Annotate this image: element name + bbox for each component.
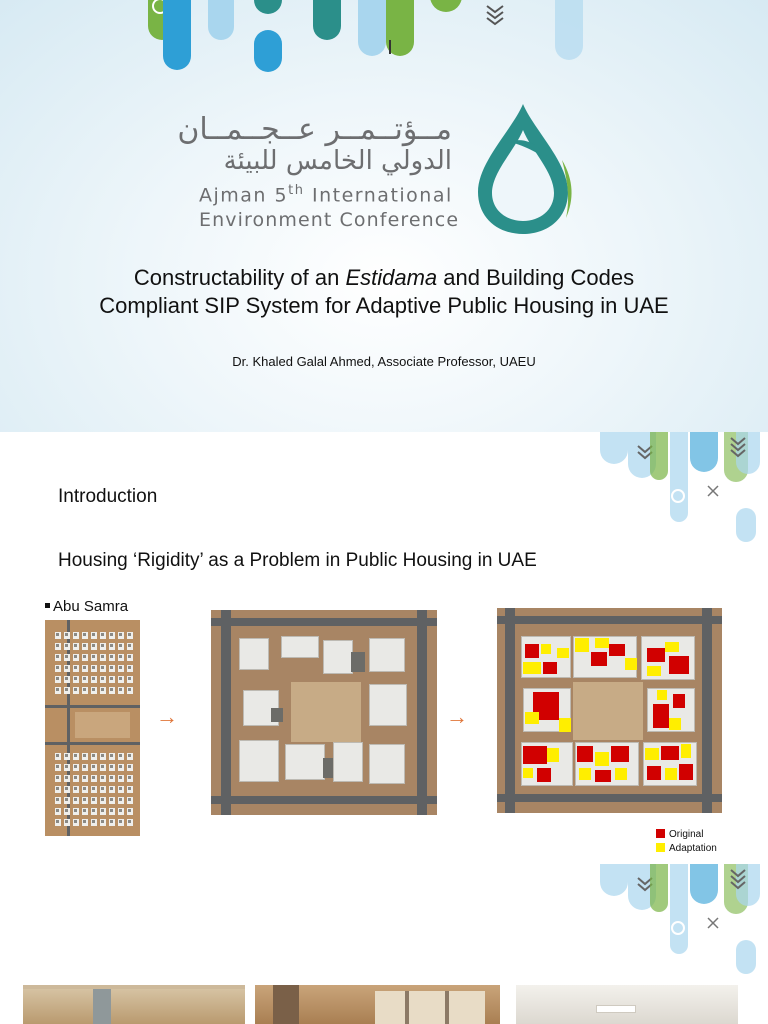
legend-swatch-red <box>656 829 665 838</box>
interior-photo-1 <box>23 985 245 1024</box>
introduction-slide <box>0 432 768 864</box>
section-subheading: Housing ‘Rigidity’ as a Problem in Public Housing in UAE <box>58 550 537 571</box>
logo-english-prefix: Ajman 5 <box>199 184 289 207</box>
legend-swatch-yellow <box>656 843 665 852</box>
interior-photo-3 <box>516 985 738 1024</box>
photo-slide <box>0 864 768 1024</box>
decorative-pills-top <box>0 0 768 90</box>
bullet-abu-samra <box>45 598 128 615</box>
decorative-pills-right <box>598 432 768 552</box>
logo-arabic-line2: الدولي الخامس للبيئة <box>223 146 452 176</box>
title-line1 <box>0 264 768 292</box>
aerial-overview-image <box>45 620 140 836</box>
title-part1: Constructability of an <box>133 265 346 290</box>
title-line2: Compliant SIP System for Adaptive Public Housing in UAE <box>99 293 669 318</box>
map-legend <box>656 828 717 856</box>
title-part3: and Building Codes <box>437 265 635 290</box>
legend-label-original: Original <box>669 829 704 840</box>
section-heading: Introduction <box>58 486 158 507</box>
aerial-adaptation-image <box>497 608 722 813</box>
arrow-right-1-icon: → <box>156 704 178 729</box>
logo-english-sup: th <box>288 183 305 198</box>
arrow-right-2-icon: → <box>446 704 468 729</box>
water-drop-logo-icon <box>470 100 576 240</box>
title-italic-estidama: Estidama <box>345 265 438 290</box>
author-line: Dr. Khaled Galal Ahmed, Associate Professor, UAEU <box>232 354 536 369</box>
bullet-square-icon <box>45 603 50 608</box>
bullet-label: Abu Samra <box>53 598 129 615</box>
legend-item-adaptation <box>656 842 717 856</box>
interior-photo-2 <box>255 985 500 1024</box>
aerial-original-image <box>211 610 437 815</box>
logo-english-line1 <box>199 183 453 206</box>
title-slide <box>0 0 768 432</box>
legend-item-original <box>656 828 717 842</box>
legend-label-adaptation: Adaptation <box>669 843 717 854</box>
presentation-title <box>0 264 768 320</box>
decorative-pills-right-slide3 <box>598 864 768 984</box>
logo-english-line2: Environment Conference <box>199 209 460 231</box>
logo-english-suffix: International <box>304 184 453 207</box>
logo-arabic-line1: مــؤتــمــر عــجــمــان <box>177 112 452 147</box>
